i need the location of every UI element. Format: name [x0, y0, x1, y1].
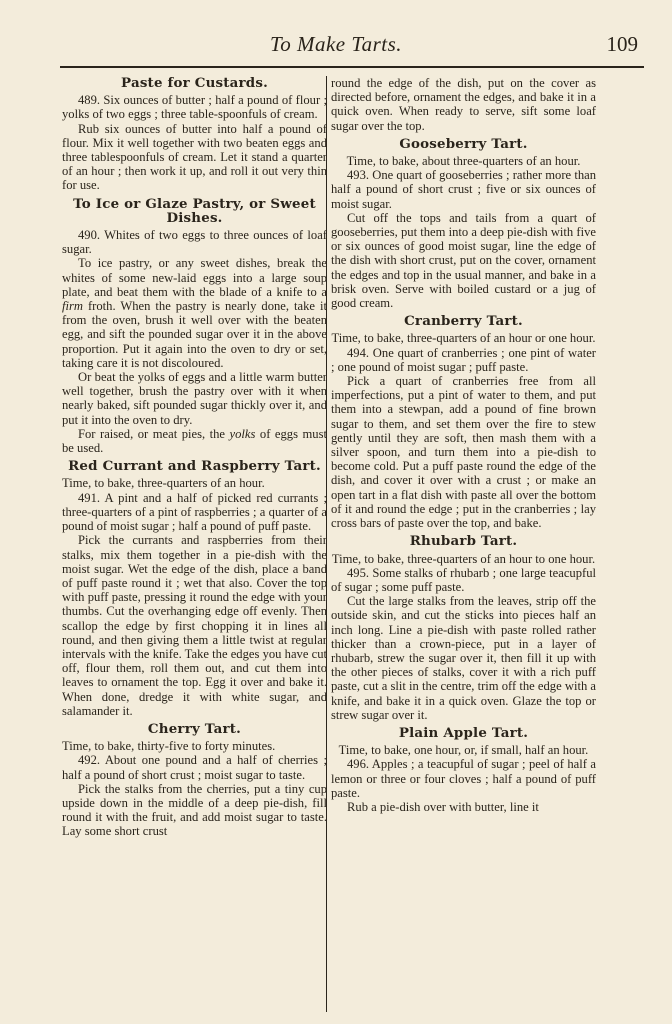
recipe-489-method: Rub six ounces of butter into half a pound of flour. Mix it well together with two beaten eggs and three tablespoonfuls of cream. Let it stand a quarter of an hour ; then work it up, and roll it out very thin for use.: [62, 121, 327, 193]
recipe-490-method-b: froth. When the pastry is nearly done, take it from the oven, brush it well over with the beaten egg, and sift the pounded sugar over it in the above proportion. Put it again into the oven to dry or set, taking care it is not discoloured.: [62, 299, 327, 370]
heading-red-currant-raspberry-tart: Red Currant and Raspberry Tart.: [68, 458, 321, 475]
recipe-491-method: Pick the currants and raspberries from their stalks, mix them together in a pie-dish with the moist sugar. Wet the edge of the dish, place a band of puff paste round it ; wet that also. Cover the top with puff paste, pressing it round the edge with your thumbs. Cut the overhanging edge off evenly. Then scallop the edge by first chopping it in lines all round, and then giving them a little twist at regular intervals with the knife. Take the edges you have cut off, flour them, roll them out, and cut them into leaves to ornament the top. Egg it over and bake it. When done, dredge it with white sugar, and salamander it.: [62, 533, 327, 718]
header-rule: [60, 66, 644, 68]
heading-cranberry-tart: Cranberry Tart.: [404, 313, 523, 330]
recipe-489-ingredients: 489. Six ounces of butter ; half a pound of flour ; yolks of two eggs ; three table-spoonfuls of cream.: [62, 93, 327, 122]
recipe-495-method: Cut the large stalks from the leaves, strip off the outside skin, and cut the sticks into pieces half an inch long. Line a pie-dish with paste rolled rather thicker than a crown-piece, put in a layer of rhubarb, strew the sugar over it, then fill it up with the other pieces of stalks, cover it with a rich puff paste, cut a slit in the centre, trim off the edge with a knife, and bake it in a quick oven. Glaze the top or strew sugar over it.: [331, 594, 596, 722]
recipe-491-ingredients: 491. A pint and a half of picked red currants ; three-quarters of a pint of raspberries ; a quarter of a pound of moist sugar ; half a pound of puff paste.: [62, 490, 327, 534]
recipe-494-timing: Time, to bake, three-quarters of an hour or one hour.: [331, 331, 596, 346]
recipe-490-emphasis-yolks: yolks: [229, 426, 256, 441]
recipe-490-note-b: of eggs must be used.: [62, 426, 328, 456]
recipe-490-note-a: For raised, or meat pies, the: [78, 426, 230, 441]
recipe-492-timing: Time, to bake, thirty-five to forty minutes.: [62, 739, 276, 754]
recipe-491-timing: Time, to bake, three-quarters of an hour.: [62, 476, 265, 491]
recipe-490-method-a: To ice pastry, or any sweet dishes, break the whites of some new-laid eggs into a large soup plate, and beat them with the blade of a knife to a: [62, 256, 327, 299]
recipe-495-timing: Time, to bake, three-quarters of an hour to one hour.: [331, 551, 596, 566]
recipe-492-method-continued: round the edge of the dish, put on the cover as directed before, ornament the edges, and bake it in a quick oven. When ready to serve, sift some loaf sugar over the top.: [331, 76, 596, 133]
recipe-494-ingredients: 494. One quart of cranberries ; one pint of water ; one pound of moist sugar ; puff paste.: [331, 345, 596, 374]
running-title: To Make Tarts.: [269, 32, 403, 56]
recipe-490-alternative: Or beat the yolks of eggs and a little warm butter well together, brush the pastry over with it when nearly baked, sift pounded sugar thickly over it, and put it into the oven to dry.: [62, 370, 327, 427]
recipe-496-method: Rub a pie-dish over with butter, line it: [347, 799, 539, 814]
recipe-490-emphasis-firm: firm: [62, 299, 83, 314]
heading-ice-glaze-pastry: To Ice or Glaze Pastry, or Sweet Dishes.: [73, 195, 316, 226]
page-number: 109: [606, 32, 638, 56]
recipe-490-ingredients: 490. Whites of two eggs to three ounces of loaf sugar.: [62, 228, 327, 257]
recipe-494-method: Pick a quart of cranberries free from all imperfections, put a pint of water to them, and put them into a stewpan, add a pound of fine brown sugar to them, and set them over the fire to stew gently until they are soft, then mash them with a silver spoon, and turn them into a pie-dish to become cold. Put a puff paste round the edge of the dish, and cover it over with a crust ; or make an open tart in a flat dish with paste all over the bottom of it and round the edge ; put in the cranberries ; lay cross bars of paste over the top, and bake.: [331, 374, 596, 531]
recipe-496-ingredients: 496. Apples ; a teacupful of sugar ; peel of half a lemon or three or four cloves ; half a pound of puff paste.: [331, 757, 596, 800]
column-divider: [326, 76, 327, 1012]
recipe-490-method: [62, 256, 327, 370]
recipe-493-timing: Time, to bake, about three-quarters of an hour.: [346, 154, 581, 169]
heading-plain-apple-tart: Plain Apple Tart.: [398, 724, 529, 741]
recipe-490-meat-pies: [62, 427, 327, 455]
recipe-492-ingredients: 492. About one pound and a half of cherries ; half a pound of short crust ; moist sugar to taste.: [62, 753, 327, 782]
recipe-493-method: Cut off the tops and tails from a quart of gooseberries, put them into a deep pie-dish with five or six ounces of good moist sugar, line the edge of the dish with short crust, put on the cover, ornament the edges and top in the usual manner, and bake in a brisk oven. Serve with boiled custard or a jug of good cream.: [331, 210, 596, 311]
heading-gooseberry-tart: Gooseberry Tart.: [399, 135, 528, 152]
heading-rhubarb-tart: Rhubarb Tart.: [409, 533, 518, 550]
heading-cherry-tart: Cherry Tart.: [147, 720, 242, 737]
right-column: [331, 76, 596, 814]
recipe-495-ingredients: 495. Some stalks of rhubarb ; one large teacupful of sugar ; some puff paste.: [331, 565, 596, 594]
heading-paste-for-custards: Paste for Custards.: [121, 75, 268, 91]
recipe-496-timing: Time, to bake, one hour, or, if small, half an hour.: [338, 743, 589, 758]
recipe-493-ingredients: 493. One quart of gooseberries ; rather more than half a pound of short crust ; five or six ounces of moist sugar.: [331, 168, 596, 211]
page-header: [0, 0, 672, 60]
left-column: [62, 76, 327, 839]
recipe-492-method: Pick the stalks from the cherries, put a tiny cup upside down in the middle of a deep pie-dish, fill round it with the fruit, and add moist sugar to taste. Lay some short crust: [62, 781, 327, 839]
